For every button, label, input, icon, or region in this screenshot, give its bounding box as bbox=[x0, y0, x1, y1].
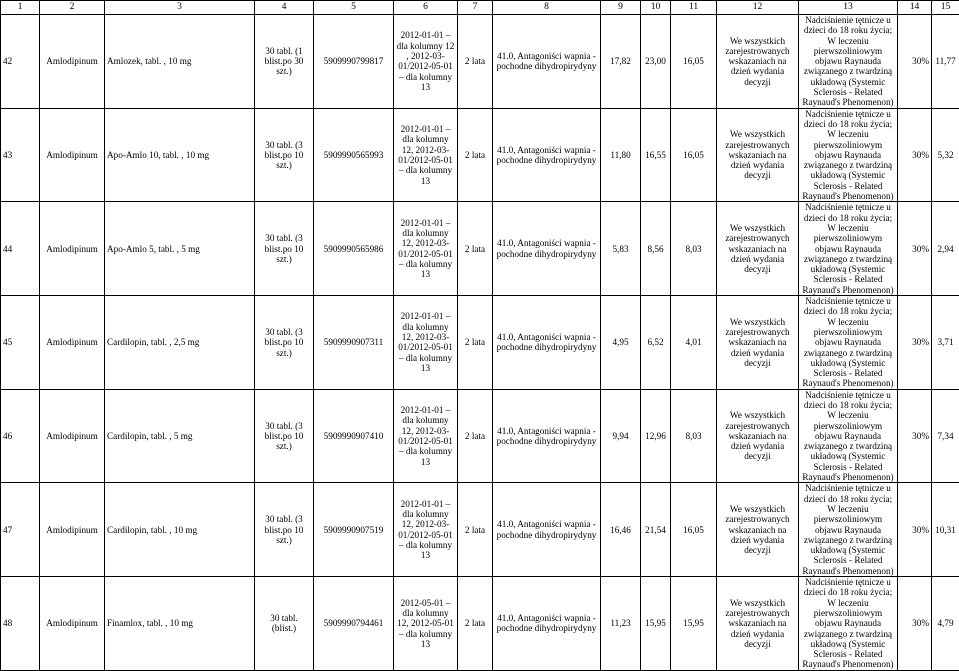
payment-level-cell: 30% bbox=[898, 389, 932, 483]
table-row bbox=[1, 15, 959, 109]
product-name-cell: Amlozek, tabl. , 10 mg bbox=[105, 15, 255, 109]
product-name-cell: Cardilopin, tabl. , 5 mg bbox=[105, 389, 255, 483]
header-cell: 13 bbox=[799, 1, 898, 15]
header-cell: 2 bbox=[40, 1, 105, 15]
indications-cell: We wszystkich zarejestrowanych wskazaniach na dzień wydania decyzji bbox=[717, 483, 799, 577]
header-cell: 6 bbox=[394, 1, 458, 15]
decision-term-cell: 2 lata bbox=[458, 296, 493, 390]
row-number-cell: 46 bbox=[1, 389, 40, 483]
limit-group-cell: 41.0, Antagoniści wapnia - pochodne dihydropirydyny bbox=[493, 577, 601, 671]
decision-term-cell: 2 lata bbox=[458, 389, 493, 483]
official-price-cell: 4,95 bbox=[601, 296, 641, 390]
patient-copay-cell: 7,34 bbox=[932, 389, 959, 483]
package-cell: 30 tabl. (3 blist.po 10 szt.) bbox=[255, 202, 314, 296]
decision-term-cell: 2 lata bbox=[458, 108, 493, 202]
decision-term-cell: 2 lata bbox=[458, 577, 493, 671]
patient-copay-cell: 10,31 bbox=[932, 483, 959, 577]
official-price-cell: 9,94 bbox=[601, 389, 641, 483]
ean-code-cell: 5909990799817 bbox=[314, 15, 394, 109]
row-number-cell: 43 bbox=[1, 108, 40, 202]
package-cell: 30 tabl. (1 blist.po 30 szt.) bbox=[255, 15, 314, 109]
product-name-cell: Cardilopin, tabl. , 2,5 mg bbox=[105, 296, 255, 390]
table-row bbox=[1, 483, 959, 577]
header-cell: 10 bbox=[641, 1, 671, 15]
payment-level-cell: 30% bbox=[898, 483, 932, 577]
limit-group-cell: 41.0, Antagoniści wapnia - pochodne dihydropirydyny bbox=[493, 296, 601, 390]
retail-price-cell: 8,03 bbox=[671, 389, 717, 483]
indications-cell: We wszystkich zarejestrowanych wskazaniach na dzień wydania decyzji bbox=[717, 577, 799, 671]
row-number-cell: 42 bbox=[1, 15, 40, 109]
row-number-cell: 48 bbox=[1, 577, 40, 671]
patient-copay-cell: 4,79 bbox=[932, 577, 959, 671]
patient-copay-cell: 2,94 bbox=[932, 202, 959, 296]
wholesale-price-cell: 8,56 bbox=[641, 202, 671, 296]
off-label-indications-cell: Nadciśnienie tętnicze u dzieci do 18 roku życia; W leczeniu pierwszoliniowym objawu Raynauda związanego z twardziną układową (Systemic Sclerosis - Related Raynaud's Phenomenon) bbox=[799, 108, 898, 202]
header-cell: 15 bbox=[932, 1, 959, 15]
ean-code-cell: 5909990907311 bbox=[314, 296, 394, 390]
payment-level-cell: 30% bbox=[898, 202, 932, 296]
retail-price-cell: 4,01 bbox=[671, 296, 717, 390]
off-label-indications-cell: Nadciśnienie tętnicze u dzieci do 18 roku życia; W leczeniu pierwszoliniowym objawu Raynauda związanego z twardziną układową (Systemic Sclerosis - Related Raynaud's Phenomenon) bbox=[799, 15, 898, 109]
substance-cell: Amlodipinum bbox=[40, 15, 105, 109]
decision-term-cell: 2 lata bbox=[458, 483, 493, 577]
header-cell: 12 bbox=[717, 1, 799, 15]
package-cell: 30 tabl. (blist.) bbox=[255, 577, 314, 671]
table-row bbox=[1, 389, 959, 483]
validity-dates-cell: 2012-01-01 – dla kolumny 12, 2012-03-01/2012-05-01 – dla kolumny 13 bbox=[394, 202, 458, 296]
retail-price-cell: 16,05 bbox=[671, 483, 717, 577]
header-cell: 5 bbox=[314, 1, 394, 15]
payment-level-cell: 30% bbox=[898, 577, 932, 671]
row-number-cell: 45 bbox=[1, 296, 40, 390]
off-label-indications-cell: Nadciśnienie tętnicze u dzieci do 18 roku życia; W leczeniu pierwszoliniowym objawu Raynauda związanego z twardziną układową (Systemic Sclerosis - Related Raynaud's Phenomenon) bbox=[799, 577, 898, 671]
package-cell: 30 tabl. (3 blist.po 10 szt.) bbox=[255, 108, 314, 202]
official-price-cell: 11,23 bbox=[601, 577, 641, 671]
wholesale-price-cell: 16,55 bbox=[641, 108, 671, 202]
header-cell: 9 bbox=[601, 1, 641, 15]
validity-dates-cell: 2012-01-01 – dla kolumny 12 , 2012-03-01/2012-05-01 – dla kolumny 13 bbox=[394, 15, 458, 109]
package-cell: 30 tabl. (3 blist.po 10 szt.) bbox=[255, 389, 314, 483]
header-cell: 8 bbox=[493, 1, 601, 15]
wholesale-price-cell: 21,54 bbox=[641, 483, 671, 577]
payment-level-cell: 30% bbox=[898, 108, 932, 202]
limit-group-cell: 41.0, Antagoniści wapnia - pochodne dihydropirydyny bbox=[493, 108, 601, 202]
off-label-indications-cell: Nadciśnienie tętnicze u dzieci do 18 roku życia; W leczeniu pierwszoliniowym objawu Raynauda związanego z twardziną układową (Systemic Sclerosis - Related Raynaud's Phenomenon) bbox=[799, 296, 898, 390]
validity-dates-cell: 2012-01-01 – dla kolumny 12, 2012-03-01/2012-05-01 – dla kolumny 13 bbox=[394, 483, 458, 577]
header-cell: 7 bbox=[458, 1, 493, 15]
official-price-cell: 17,82 bbox=[601, 15, 641, 109]
indications-cell: We wszystkich zarejestrowanych wskazaniach na dzień wydania decyzji bbox=[717, 389, 799, 483]
header-cell: 4 bbox=[255, 1, 314, 15]
official-price-cell: 5,83 bbox=[601, 202, 641, 296]
product-name-cell: Finamlox, tabl. , 10 mg bbox=[105, 577, 255, 671]
package-cell: 30 tabl. (3 blist.po 10 szt.) bbox=[255, 483, 314, 577]
off-label-indications-cell: Nadciśnienie tętnicze u dzieci do 18 roku życia; W leczeniu pierwszoliniowym objawu Raynauda związanego z twardziną układową (Systemic Sclerosis - Related Raynaud's Phenomenon) bbox=[799, 202, 898, 296]
table-row bbox=[1, 577, 959, 671]
header-cell: 3 bbox=[105, 1, 255, 15]
wholesale-price-cell: 12,96 bbox=[641, 389, 671, 483]
limit-group-cell: 41.0, Antagoniści wapnia - pochodne dihydropirydyny bbox=[493, 389, 601, 483]
header-row bbox=[1, 1, 959, 15]
limit-group-cell: 41.0, Antagoniści wapnia - pochodne dihydropirydyny bbox=[493, 15, 601, 109]
validity-dates-cell: 2012-01-01 – dla kolumny 12, 2012-03-01/2012-05-01 – dla kolumny 13 bbox=[394, 108, 458, 202]
retail-price-cell: 16,05 bbox=[671, 108, 717, 202]
off-label-indications-cell: Nadciśnienie tętnicze u dzieci do 18 roku życia; W leczeniu pierwszoliniowym objawu Raynauda związanego z twardziną układową (Systemic Sclerosis - Related Raynaud's Phenomenon) bbox=[799, 483, 898, 577]
limit-group-cell: 41.0, Antagoniści wapnia - pochodne dihydropirydyny bbox=[493, 202, 601, 296]
substance-cell: Amlodipinum bbox=[40, 202, 105, 296]
retail-price-cell: 16,05 bbox=[671, 15, 717, 109]
patient-copay-cell: 3,71 bbox=[932, 296, 959, 390]
decision-term-cell: 2 lata bbox=[458, 202, 493, 296]
payment-level-cell: 30% bbox=[898, 15, 932, 109]
substance-cell: Amlodipinum bbox=[40, 108, 105, 202]
official-price-cell: 11,80 bbox=[601, 108, 641, 202]
payment-level-cell: 30% bbox=[898, 296, 932, 390]
patient-copay-cell: 5,32 bbox=[932, 108, 959, 202]
official-price-cell: 16,46 bbox=[601, 483, 641, 577]
retail-price-cell: 15,95 bbox=[671, 577, 717, 671]
ean-code-cell: 5909990565986 bbox=[314, 202, 394, 296]
header-cell: 14 bbox=[898, 1, 932, 15]
table-row bbox=[1, 108, 959, 202]
substance-cell: Amlodipinum bbox=[40, 577, 105, 671]
indications-cell: We wszystkich zarejestrowanych wskazaniach na dzień wydania decyzji bbox=[717, 108, 799, 202]
substance-cell: Amlodipinum bbox=[40, 296, 105, 390]
wholesale-price-cell: 6,52 bbox=[641, 296, 671, 390]
ean-code-cell: 5909990907519 bbox=[314, 483, 394, 577]
table-row bbox=[1, 296, 959, 390]
product-name-cell: Apo-Amlo 5, tabl. , 5 mg bbox=[105, 202, 255, 296]
ean-code-cell: 5909990565993 bbox=[314, 108, 394, 202]
limit-group-cell: 41.0, Antagoniści wapnia - pochodne dihydropirydyny bbox=[493, 483, 601, 577]
product-name-cell: Cardilopin, tabl. , 10 mg bbox=[105, 483, 255, 577]
patient-copay-cell: 11,77 bbox=[932, 15, 959, 109]
row-number-cell: 47 bbox=[1, 483, 40, 577]
ean-code-cell: 5909990907410 bbox=[314, 389, 394, 483]
validity-dates-cell: 2012-05-01 – dla kolumny 12, 2012-05-01 – dla kolumny 13 bbox=[394, 577, 458, 671]
substance-cell: Amlodipinum bbox=[40, 483, 105, 577]
validity-dates-cell: 2012-01-01 – dla kolumny 12, 2012-03-01/2012-05-01 – dla kolumny 13 bbox=[394, 296, 458, 390]
header-cell: 11 bbox=[671, 1, 717, 15]
ean-code-cell: 5909990794461 bbox=[314, 577, 394, 671]
table-row bbox=[1, 202, 959, 296]
wholesale-price-cell: 23,00 bbox=[641, 15, 671, 109]
substance-cell: Amlodipinum bbox=[40, 389, 105, 483]
product-name-cell: Apo-Amlo 10, tabl. , 10 mg bbox=[105, 108, 255, 202]
wholesale-price-cell: 15,95 bbox=[641, 577, 671, 671]
indications-cell: We wszystkich zarejestrowanych wskazaniach na dzień wydania decyzji bbox=[717, 202, 799, 296]
decision-term-cell: 2 lata bbox=[458, 15, 493, 109]
retail-price-cell: 8,03 bbox=[671, 202, 717, 296]
indications-cell: We wszystkich zarejestrowanych wskazaniach na dzień wydania decyzji bbox=[717, 296, 799, 390]
indications-cell: We wszystkich zarejestrowanych wskazaniach na dzień wydania decyzji bbox=[717, 15, 799, 109]
header-cell: 1 bbox=[1, 1, 40, 15]
row-number-cell: 44 bbox=[1, 202, 40, 296]
off-label-indications-cell: Nadciśnienie tętnicze u dzieci do 18 roku życia; W leczeniu pierwszoliniowym objawu Raynauda związanego z twardziną układową (Systemic Sclerosis - Related Raynaud's Phenomenon) bbox=[799, 389, 898, 483]
validity-dates-cell: 2012-01-01 – dla kolumny 12, 2012-03-01/2012-05-01 – dla kolumny 13 bbox=[394, 389, 458, 483]
package-cell: 30 tabl. (3 blist.po 10 szt.) bbox=[255, 296, 314, 390]
